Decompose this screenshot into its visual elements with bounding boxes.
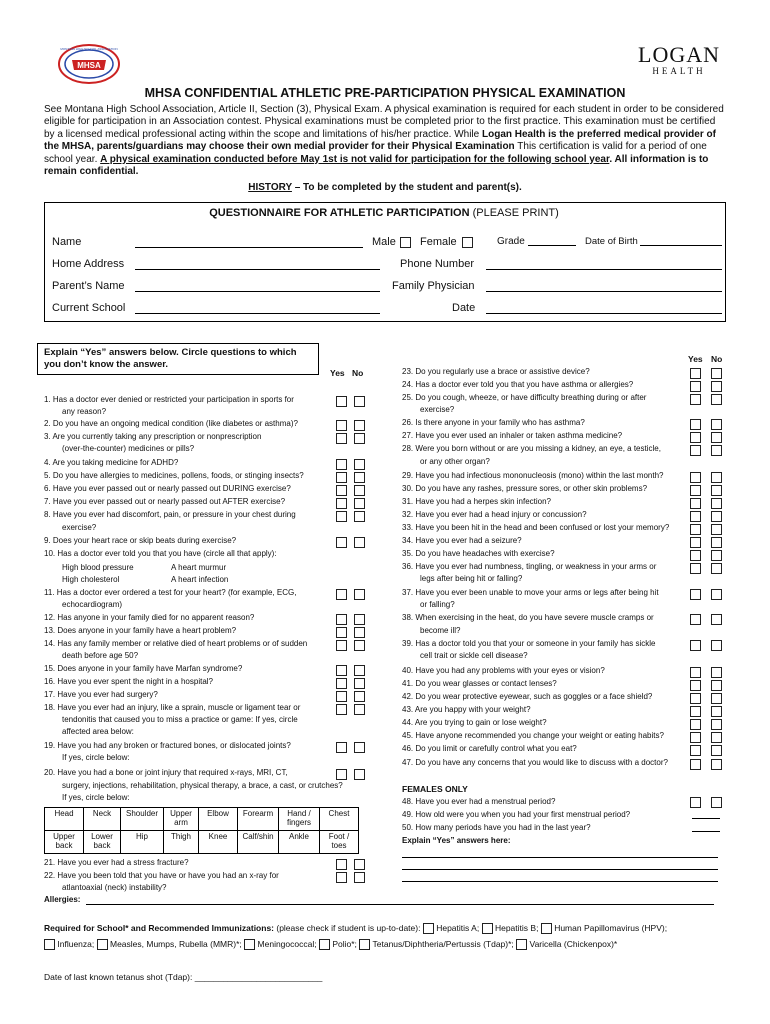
left-q-no-checkbox[interactable] — [354, 691, 365, 702]
right-q-no-checkbox[interactable] — [711, 589, 722, 600]
left-question-line: 12. Has anyone in your family died for no apparent reason? — [44, 613, 255, 622]
body-area-table — [44, 807, 359, 854]
right-question-line: 37. Have you ever been unable to move your arms or legs after being hit — [402, 588, 659, 597]
right-q-no-checkbox[interactable] — [711, 419, 722, 430]
left-question-line: surgery, injections, rehabilitation, physical therapy, a brace, a cast, or crutches? — [62, 781, 343, 790]
left-q-no-checkbox[interactable] — [354, 769, 365, 780]
right-q-yes-checkbox[interactable] — [690, 381, 701, 392]
explain-line-3[interactable] — [402, 881, 718, 882]
right-q-yes-checkbox[interactable] — [690, 667, 701, 678]
physician-field[interactable] — [486, 291, 722, 292]
body-row-1 — [45, 808, 359, 831]
right-question-line: 45. Have anyone recommended you change your weight or eating habits? — [402, 731, 664, 740]
hep-b-checkbox[interactable] — [482, 923, 493, 934]
intro-paragraph: See Montana High School Association, Article II, Section (3), Physical Exam. A physical examination is required for each student in order to be considered eligible for participation in an Association contest. Physical examinations must be completed prior to the first practice. This examination must be certified by a licensed medical professional acting within the scope and limitations of his/her practice. While Logan Health is the preferred medical provider of the MHSA, parents/guardians may choose their own medial provider for their Physical Examination This certification is valid for a period of one school year. A physical examination conducted before May 1st is not valid for participation for the following school year. All information is to remain confidential. — [44, 104, 724, 178]
right-q-yes-checkbox[interactable] — [690, 498, 701, 509]
right-question-line: 41. Do you wear glasses or contact lenses? — [402, 679, 557, 688]
grade-field[interactable] — [528, 245, 576, 246]
allergies-field[interactable] — [86, 904, 714, 905]
right-q-no-checkbox[interactable] — [711, 759, 722, 770]
q49: 49. How old were you when you had your first menstrual period? — [402, 810, 631, 819]
body-cell[interactable]: Foot / toes — [320, 831, 359, 854]
q50-field[interactable] — [692, 831, 720, 832]
right-q-yes-checkbox[interactable] — [690, 368, 701, 379]
left-q-yes-checkbox[interactable] — [336, 691, 347, 702]
left-question-line: 15. Does anyone in your family have Marfan syndrome? — [44, 664, 243, 673]
left-question-line: If yes, circle below: — [62, 753, 130, 762]
left-q-yes-checkbox[interactable] — [336, 704, 347, 715]
left-q-yes-checkbox[interactable] — [336, 665, 347, 676]
left-question-line: exercise? — [62, 523, 97, 532]
left-q-no-checkbox[interactable] — [354, 511, 365, 522]
right-question-line: legs after being hit or falling? — [420, 574, 523, 583]
right-question-line: or falling? — [420, 600, 455, 609]
left-q-no-checkbox[interactable] — [354, 459, 365, 470]
body-cell[interactable]: Upper back — [45, 831, 84, 854]
right-q-yes-checkbox[interactable] — [690, 640, 701, 651]
q49-field[interactable] — [692, 818, 720, 819]
right-question-line: 35. Do you have headaches with exercise? — [402, 549, 555, 558]
left-question-line: 2. Do you have an ongoing medical condition (like diabetes or asthma)? — [44, 419, 298, 428]
left-q-no-checkbox[interactable] — [354, 665, 365, 676]
left-question-line: 13. Does anyone in your family have a heart problem? — [44, 626, 237, 635]
right-q-yes-checkbox[interactable] — [690, 719, 701, 730]
right-question-line: 24. Has a doctor ever told you that you have asthma or allergies? — [402, 380, 634, 389]
left-q-no-checkbox[interactable] — [354, 537, 365, 548]
tdap-checkbox[interactable] — [359, 939, 370, 950]
right-question-line: 47. Do you have any concerns that you would like to discuss with a doctor? — [402, 758, 668, 767]
right-question-line: 26. Is there anyone in your family who has asthma? — [402, 418, 585, 427]
polio-checkbox[interactable] — [319, 939, 330, 950]
hpv-checkbox[interactable] — [541, 923, 552, 934]
right-q-yes-checkbox[interactable] — [690, 537, 701, 548]
left-q-no-checkbox[interactable] — [354, 498, 365, 509]
male-checkbox[interactable] — [400, 237, 411, 248]
left-q-yes-checkbox[interactable] — [336, 420, 347, 431]
parent-label: Parent’s Name — [52, 280, 125, 292]
left-q-no-checkbox[interactable] — [354, 742, 365, 753]
questionnaire-title: QUESTIONNAIRE FOR ATHLETIC PARTICIPATION (PLEASE PRINT) — [209, 207, 559, 219]
right-q-no-checkbox[interactable] — [711, 432, 722, 443]
right-question-line: or any other organ? — [420, 457, 490, 466]
left-q-no-checkbox[interactable] — [354, 420, 365, 431]
right-q-no-checkbox[interactable] — [711, 485, 722, 496]
body-cell[interactable]: Head — [45, 808, 84, 831]
left-question-line: (over-the-counter) medicines or pills? — [62, 444, 195, 453]
logan-line1: LOGAN — [638, 42, 720, 67]
left-question-line: death before age 50? — [62, 651, 139, 660]
body-cell[interactable]: Upper arm — [164, 808, 199, 831]
right-q-yes-checkbox[interactable] — [690, 693, 701, 704]
q22: 22. Have you been told that you have or have you had an x-ray for — [44, 871, 279, 880]
immunizations-row-2: Influenza; Measles, Mumps, Rubella (MMR)*; Meningococcal; Polio*; Tetanus/Diphtheria/Pertussis (Tdap)*; Varicella (Chickenpox)* — [44, 939, 617, 950]
left-q-yes-checkbox[interactable] — [336, 769, 347, 780]
right-question-line: 43. Are you happy with your weight? — [402, 705, 531, 714]
right-q-no-checkbox[interactable] — [711, 381, 722, 392]
right-question-line: 36. Have you ever had numbness, tingling, or weakness in your arms or — [402, 562, 657, 571]
right-q-no-checkbox[interactable] — [711, 394, 722, 405]
right-q-no-checkbox[interactable] — [711, 640, 722, 651]
left-question-line: 19. Have you had any broken or fractured bones, or dislocated joints? — [44, 741, 291, 750]
right-q-yes-checkbox[interactable] — [690, 732, 701, 743]
history-heading: HISTORY – To be completed by the student and parent(s). — [248, 182, 522, 193]
right-question-line: 33. Have you been hit in the head and been confused or lost your memory? — [402, 523, 670, 532]
address-label: Home Address — [52, 258, 125, 270]
females-only-heading: FEMALES ONLY — [402, 784, 468, 794]
right-q-yes-checkbox[interactable] — [690, 680, 701, 691]
body-cell[interactable]: Elbow — [199, 808, 238, 831]
left-q-no-checkbox[interactable] — [354, 678, 365, 689]
left-question-line: 10. Has a doctor ever told you that you have (circle all that apply): — [44, 549, 277, 558]
right-question-line: 46. Do you limit or carefully control what you eat? — [402, 744, 577, 753]
left-q-yes-checkbox[interactable] — [336, 614, 347, 625]
right-q-yes-checkbox[interactable] — [690, 485, 701, 496]
left-q-yes-checkbox[interactable] — [336, 485, 347, 496]
left-q-no-checkbox[interactable] — [354, 614, 365, 625]
left-q-no-checkbox[interactable] — [354, 704, 365, 715]
grade-label: Grade — [497, 236, 525, 247]
left-question-line: 16. Have you ever spent the night in a hospital? — [44, 677, 213, 686]
q22-no-checkbox[interactable] — [354, 872, 365, 883]
right-question-line: 31. Have you had a herpes skin infection? — [402, 497, 551, 506]
left-q-yes-checkbox[interactable] — [336, 459, 347, 470]
left-question-line: 20. Have you had a bone or joint injury that required x-rays, MRI, CT, — [44, 768, 288, 777]
body-cell[interactable]: Hand / fingers — [279, 808, 320, 831]
left-q-no-checkbox[interactable] — [354, 472, 365, 483]
left-question-line: echocardiogram) — [62, 600, 123, 609]
right-q-no-checkbox[interactable] — [711, 719, 722, 730]
right-q-yes-checkbox[interactable] — [690, 550, 701, 561]
left-question-line: 9. Does your heart race or skip beats during exercise? — [44, 536, 237, 545]
body-cell[interactable]: Neck — [84, 808, 121, 831]
right-question-line: 39. Has a doctor told you that your or someone in your family has sickle — [402, 639, 656, 648]
right-q-no-checkbox[interactable] — [711, 511, 722, 522]
left-q-yes-checkbox[interactable] — [336, 433, 347, 444]
right-q-no-checkbox[interactable] — [711, 537, 722, 548]
left-q-yes-checkbox[interactable] — [336, 498, 347, 509]
right-q-no-checkbox[interactable] — [711, 445, 722, 456]
right-question-line: cell trait or sickle cell disease? — [420, 651, 528, 660]
right-q-no-checkbox[interactable] — [711, 732, 722, 743]
q10-option-cholesterol: High cholesterol — [62, 575, 120, 584]
body-cell[interactable]: Thigh — [164, 831, 199, 854]
right-q-yes-checkbox[interactable] — [690, 614, 701, 625]
left-q-no-checkbox[interactable] — [354, 589, 365, 600]
q21-no-checkbox[interactable] — [354, 859, 365, 870]
phone-label: Phone Number — [400, 258, 474, 270]
female-checkbox[interactable] — [462, 237, 473, 248]
right-q-yes-checkbox[interactable] — [690, 759, 701, 770]
explain-box: Explain “Yes” answers below. Circle questions to which you don’t know the answer. — [37, 343, 319, 375]
school-label: Current School — [52, 302, 126, 314]
logan-line2: HEALTH — [652, 66, 706, 76]
right-q-no-checkbox[interactable] — [711, 524, 722, 535]
right-q-yes-checkbox[interactable] — [690, 589, 701, 600]
right-question-line: 25. Do you cough, wheeze, or have difficulty breathing during or after — [402, 393, 647, 402]
right-question-line: become ill? — [420, 626, 461, 635]
right-question-line: 34. Have you ever had a seizure? — [402, 536, 522, 545]
left-question-line: any reason? — [62, 407, 107, 416]
meningococcal-checkbox[interactable] — [244, 939, 255, 950]
body-cell[interactable]: Hip — [121, 831, 164, 854]
right-q-no-checkbox[interactable] — [711, 550, 722, 561]
q48-yes-checkbox[interactable] — [690, 797, 701, 808]
right-question-line: 29. Have you had infectious mononucleosis (mono) within the last month? — [402, 471, 664, 480]
right-question-line: 30. Do you have any rashes, pressure sores, or other skin problems? — [402, 484, 648, 493]
right-q-yes-checkbox[interactable] — [690, 563, 701, 574]
right-question-line: exercise? — [420, 405, 455, 414]
left-q-no-checkbox[interactable] — [354, 640, 365, 651]
right-q-no-checkbox[interactable] — [711, 706, 722, 717]
date-label: Date — [452, 302, 476, 314]
left-question-line: 6. Have you ever passed out or nearly passed out DURING exercise? — [44, 484, 291, 493]
body-row-2 — [45, 831, 359, 854]
right-q-yes-checkbox[interactable] — [690, 524, 701, 535]
mmr-checkbox[interactable] — [97, 939, 108, 950]
left-question-line: If yes, circle below: — [62, 793, 130, 802]
page-title: MHSA CONFIDENTIAL ATHLETIC PRE-PARTICIPATION PHYSICAL EXAMINATION — [144, 86, 626, 100]
allergies-label: Allergies: — [44, 895, 81, 904]
left-question-line: 14. Has any family member or relative died of heart problems or of sudden — [44, 639, 308, 648]
left-q-no-checkbox[interactable] — [354, 396, 365, 407]
mhsa-text: MHSA — [77, 61, 101, 70]
right-q-no-checkbox[interactable] — [711, 745, 722, 756]
left-q-yes-checkbox[interactable] — [336, 742, 347, 753]
mhsa-ring-text: MONTANA HIGH SCHOOL ASSOCIATION — [60, 47, 118, 51]
left-q-no-checkbox[interactable] — [354, 433, 365, 444]
left-question-line: 17. Have you ever had surgery? — [44, 690, 158, 699]
right-q-yes-checkbox[interactable] — [690, 419, 701, 430]
q10-option-infection: A heart infection — [171, 575, 229, 584]
q21-yes-checkbox[interactable] — [336, 859, 347, 870]
dob-field[interactable] — [640, 245, 722, 246]
male-label: Male — [372, 236, 396, 248]
right-question-line: 28. Were you born without or are you missing a kidney, an eye, a testicle, — [402, 444, 661, 453]
left-q-yes-checkbox[interactable] — [336, 640, 347, 651]
logan-health-logo — [638, 42, 720, 76]
q22-yes-checkbox[interactable] — [336, 872, 347, 883]
immunizations-row-1: Required for School* and Recommended Immunizations: (please check if student is up-to-date): Hepatitis A; Hepatitis B; Human Papillomavirus (HPV); — [44, 923, 668, 933]
left-q-yes-checkbox[interactable] — [336, 472, 347, 483]
right-q-no-checkbox[interactable] — [711, 693, 722, 704]
body-cell[interactable]: Knee — [199, 831, 238, 854]
left-question-line: 8. Have you ever had discomfort, pain, or pressure in your chest during — [44, 510, 296, 519]
body-cell[interactable]: Ankle — [279, 831, 320, 854]
left-q-no-checkbox[interactable] — [354, 627, 365, 638]
date-field[interactable] — [486, 313, 722, 314]
no-header-right: No — [711, 354, 723, 364]
yes-header-right: Yes — [688, 354, 703, 364]
right-question-line: 42. Do you wear protective eyewear, such as goggles or a face shield? — [402, 692, 653, 701]
right-q-yes-checkbox[interactable] — [690, 472, 701, 483]
right-q-no-checkbox[interactable] — [711, 498, 722, 509]
right-q-yes-checkbox[interactable] — [690, 432, 701, 443]
right-question-line: 27. Have you ever used an inhaler or taken asthma medicine? — [402, 431, 623, 440]
influenza-checkbox[interactable] — [44, 939, 55, 950]
females-explain-label: Explain “Yes” answers here: — [402, 836, 511, 845]
right-question-line: 32. Have you ever had a head injury or concussion? — [402, 510, 587, 519]
tetanus-date: Date of last known tetanus shot (Tdap): ___________________________ — [44, 972, 323, 982]
left-q-yes-checkbox[interactable] — [336, 678, 347, 689]
right-question-line: 38. When exercising in the heat, do you have severe muscle cramps or — [402, 613, 654, 622]
right-q-no-checkbox[interactable] — [711, 614, 722, 625]
female-label: Female — [420, 236, 457, 248]
left-q-yes-checkbox[interactable] — [336, 627, 347, 638]
body-cell[interactable]: Chest — [320, 808, 359, 831]
body-cell[interactable]: Forearm — [238, 808, 279, 831]
q10-option-hbp: High blood pressure — [62, 563, 134, 572]
physician-label: Family Physician — [392, 280, 475, 292]
left-question-line: 7. Have you ever passed out or nearly passed out AFTER exercise? — [44, 497, 286, 506]
q48: 48. Have you ever had a menstrual period? — [402, 797, 556, 806]
left-question-line: 5. Do you have allergies to medicines, pollens, foods, or stinging insects? — [44, 471, 304, 480]
q21: 21. Have you ever had a stress fracture? — [44, 858, 189, 867]
right-q-no-checkbox[interactable] — [711, 680, 722, 691]
body-cell[interactable]: Lower back — [84, 831, 121, 854]
right-q-no-checkbox[interactable] — [711, 368, 722, 379]
left-q-yes-checkbox[interactable] — [336, 589, 347, 600]
address-field[interactable] — [135, 269, 380, 270]
left-question-line: 11. Has a doctor ever ordered a test for your heart? (for example, ECG, — [44, 588, 297, 597]
q22-cont: atlantoaxial (neck) instability? — [62, 883, 167, 892]
body-cell[interactable]: Shoulder — [121, 808, 164, 831]
q10-option-murmur: A heart murmur — [171, 563, 227, 572]
dob-label: Date of Birth — [585, 236, 638, 247]
left-question-line: 1. Has a doctor ever denied or restricted your participation in sports for — [44, 395, 294, 404]
right-question-line: 23. Do you regularly use a brace or assistive device? — [402, 367, 590, 376]
explain-line-2[interactable] — [402, 869, 718, 870]
left-q-yes-checkbox[interactable] — [336, 396, 347, 407]
right-q-yes-checkbox[interactable] — [690, 745, 701, 756]
q50: 50. How many periods have you had in the last year? — [402, 823, 591, 832]
right-q-yes-checkbox[interactable] — [690, 445, 701, 456]
right-q-yes-checkbox[interactable] — [690, 394, 701, 405]
right-q-no-checkbox[interactable] — [711, 472, 722, 483]
right-q-yes-checkbox[interactable] — [690, 706, 701, 717]
left-question-line: tendonitis that caused you to miss a practice or game: If yes, circle — [62, 715, 298, 724]
left-question-line: affected area below: — [62, 727, 134, 736]
left-question-line: 4. Are you taking medicine for ADHD? — [44, 458, 179, 467]
right-q-no-checkbox[interactable] — [711, 667, 722, 678]
right-question-line: 40. Have you had any problems with your eyes or vision? — [402, 666, 605, 675]
name-label: Name — [52, 236, 82, 248]
questionnaire-box — [44, 202, 726, 322]
hep-a-checkbox[interactable] — [423, 923, 434, 934]
left-q-yes-checkbox[interactable] — [336, 537, 347, 548]
varicella-checkbox[interactable] — [516, 939, 527, 950]
explain-line-1[interactable] — [402, 857, 718, 858]
school-field[interactable] — [135, 313, 380, 314]
name-field[interactable] — [135, 247, 363, 248]
right-q-no-checkbox[interactable] — [711, 563, 722, 574]
right-q-yes-checkbox[interactable] — [690, 511, 701, 522]
left-question-line: 18. Have you ever had an injury, like a sprain, muscle or ligament tear or — [44, 703, 301, 712]
left-q-yes-checkbox[interactable] — [336, 511, 347, 522]
body-cell[interactable]: Calf/shin — [238, 831, 279, 854]
yes-header-left: Yes — [330, 368, 345, 378]
mhsa-logo — [58, 44, 120, 84]
parent-field[interactable] — [135, 291, 380, 292]
right-question-line: 44. Are you trying to gain or lose weight? — [402, 718, 547, 727]
left-question-line: 3. Are you currently taking any prescription or nonprescription — [44, 432, 262, 441]
q48-no-checkbox[interactable] — [711, 797, 722, 808]
no-header-left: No — [352, 368, 364, 378]
phone-field[interactable] — [486, 269, 722, 270]
left-q-no-checkbox[interactable] — [354, 485, 365, 496]
